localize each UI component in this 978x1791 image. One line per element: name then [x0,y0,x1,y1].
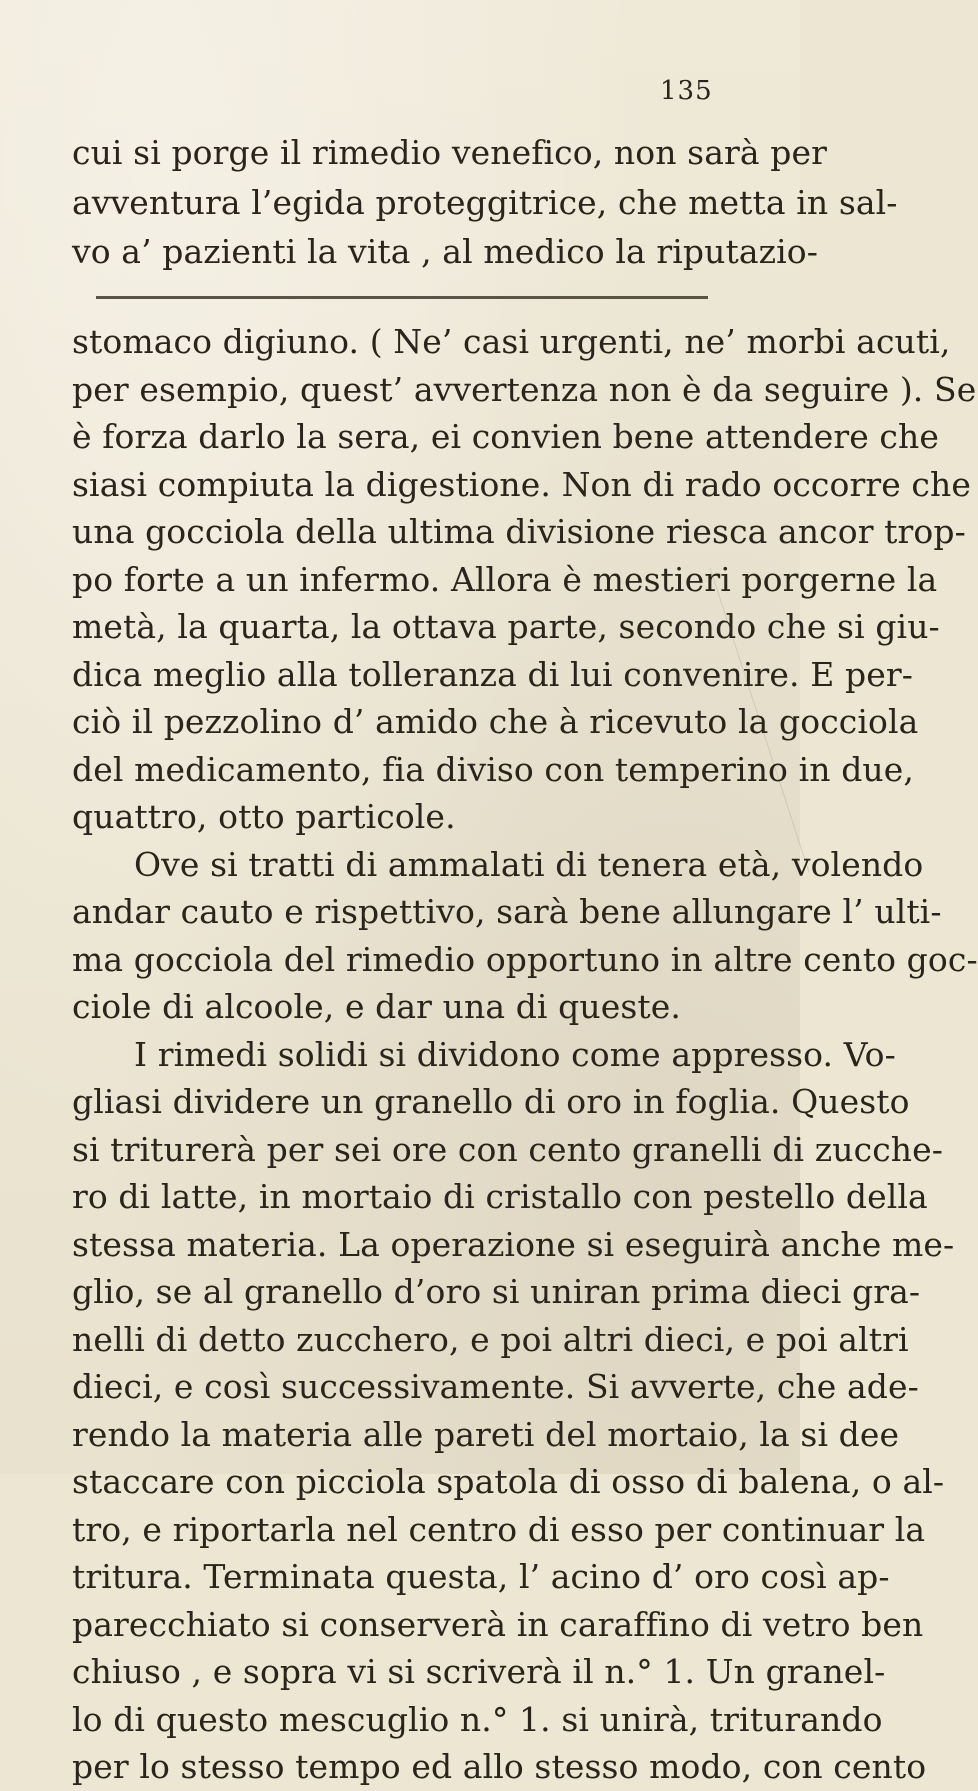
text-line: ro di latte, in mortaio di cristallo con pestello della [72,1177,928,1216]
text-line: nelli di detto zucchero, e poi altri dieci, e poi altri [72,1319,909,1359]
text-line: avventura l’egida proteggitrice, che metta in sal- [72,182,898,222]
text-line: rendo la materia alle pareti del mortaio, la si dee [72,1414,900,1454]
text-line: andar cauto e rispettivo, sarà bene allungare l’ ulti- [72,892,942,931]
main-paragraphs [72,318,978,1791]
text-line: ciò il pezzolino d’ amido che à ricevuto la gocciola [72,702,919,741]
text-line: tro, e riportarla nel centro di esso per continuar la [72,1509,926,1549]
text-line: cui si porge il rimedio venefico, non sarà per [72,133,827,172]
text-line: ma gocciola del rimedio opportuno in altre cento goc- [72,939,978,979]
text-line: Ove si tratti di ammalati di tenera età, volendo [134,844,924,884]
section-divider [96,296,708,299]
text-line: po forte a un infermo. Allora è mestieri porgerne la [72,559,938,599]
text-line: lo di questo mescuglio n.° 1. si unirà, triturando [72,1699,883,1739]
text-line: metà, la quarta, la ottava parte, secondo che si giu- [72,607,940,646]
text-line: gliasi dividere un granello di oro in foglia. Questo [72,1082,910,1121]
text-line: del medicamento, fia diviso con temperino in due, [72,749,915,789]
text-line: parecchiato si conserverà in caraffino di vetro ben [72,1604,924,1644]
text-line: per esempio, quest’ avvertenza non è da seguire ). Se [72,369,977,409]
text-line: stomaco digiuno. ( Ne’ casi urgenti, ne’ morbi acuti, [72,322,951,361]
text-line: una gocciola della ultima divisione riesca ancor trop- [72,512,966,551]
text-line: glio, se al granello d’oro si uniran prima dieci gra- [72,1272,921,1311]
text-line: chiuso , e sopra vi si scriverà il n.° 1. Un granel- [72,1652,886,1691]
text-line: I rimedi solidi si dividono come appresso. Vo- [134,1034,896,1074]
text-line: è forza darlo la sera, ei convien bene attendere che [72,417,939,456]
text-line: quattro, otto particole. [72,797,456,836]
text-line: stessa materia. La operazione si eseguirà anche me- [72,1224,955,1264]
text-line: si triturerà per sei ore con cento granelli di zucche- [72,1129,944,1169]
text-line: tritura. Terminata questa, l’ acino d’ oro così ap- [72,1557,890,1596]
text-line: per lo stesso tempo ed allo stesso modo, con cento [72,1747,927,1786]
text-line: dica meglio alla tolleranza di lui convenire. E per- [72,654,913,694]
text-line: siasi compiuta la digestione. Non di rado occorre che [72,464,971,504]
text-line: vo a’ pazienti la vita , al medico la riputazio- [72,232,818,271]
text-line: ciole di alcoole, e dar una di queste. [72,987,681,1026]
top-paragraph [72,128,898,277]
page-number: 135 [660,76,713,106]
text-line: staccare con picciola spatola di osso di balena, o al- [72,1462,945,1501]
text-line: dieci, e così successivamente. Si avverte, che ade- [72,1367,919,1406]
